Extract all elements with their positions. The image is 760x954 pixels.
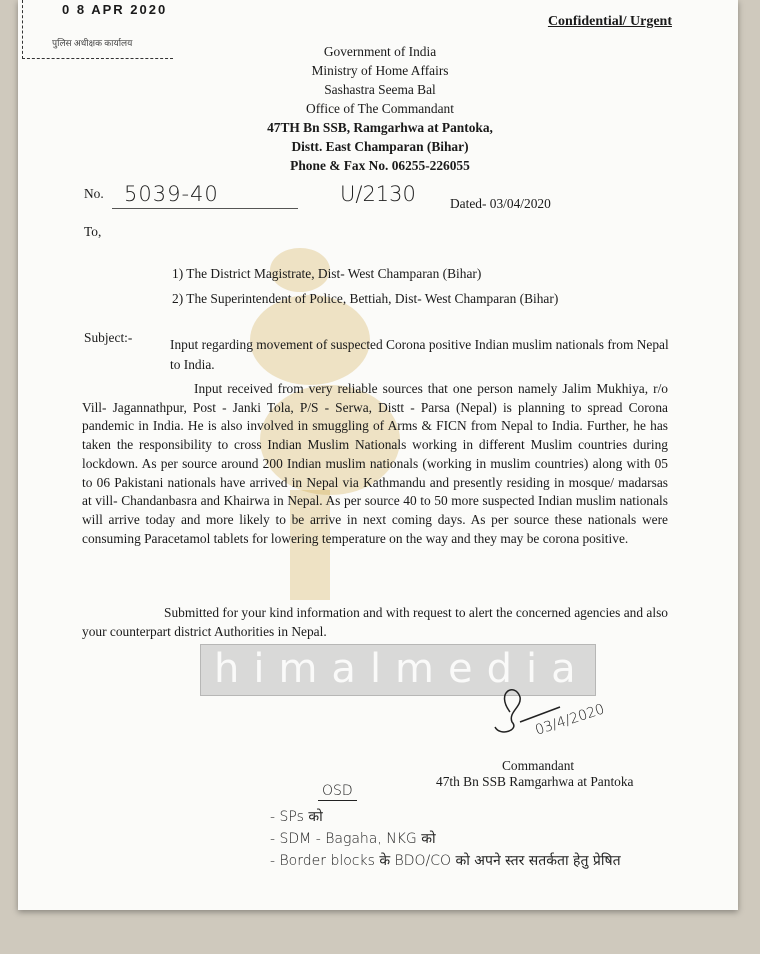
letterhead xyxy=(240,42,520,175)
body-paragraph: Input received from very reliable sources that one person namely Jalim Mukhiya, r/o Vill- Jagannathpur, Post - Janki Tola, P/S - Serwa, Distt - Parsa (Nepal) is planning to spread Corona pandemic in India. He is also involved in smuggling of Arms & FICN from Nepal to India. Further, he has taken the responsibility to cross Indian Muslim Nationals working in different Muslim countries during lockdown. As per source around 200 Indian muslim nationals (working in muslim countries) along with 05 to 06 Pakistani nationals have arrived in Nepal via Kathmandu and presently residing in mosque/ madarsas at vill- Chandanbasra and Khairwa in Nepal. As per source 40 to 50 more suspected Indian muslim nationals will arrive today and more likely to be arrive in next coming days. As per source these nationals were consuming Paracetamol tablets for lowering temperature on the way and they may be corona positive. xyxy=(82,381,668,546)
letterhead-line: Sashastra Seema Bal xyxy=(324,82,436,97)
handwritten-reference: U/2130 xyxy=(340,182,416,206)
letterhead-line: Distt. East Champaran (Bihar) xyxy=(291,139,469,154)
signature xyxy=(490,682,570,742)
note-line: - SDM - Bagaha, NKG को xyxy=(270,831,436,847)
stamp-date: 0 8 APR 2020 xyxy=(62,2,168,17)
reference-no-label: No. xyxy=(84,186,104,201)
to-label: To, xyxy=(84,224,102,239)
signature-date: 03/4/2020 xyxy=(533,701,607,739)
reference-underline xyxy=(112,208,298,209)
note-heading: OSD xyxy=(318,782,357,801)
letterhead-line: Office of The Commandant xyxy=(306,101,454,116)
classification-label: Confidential/ Urgent xyxy=(547,14,672,29)
letter-date: Dated- 03/04/2020 xyxy=(450,196,551,211)
note-line: - SPs को xyxy=(270,809,323,825)
signatory-designation: Commandant xyxy=(502,758,575,773)
letterhead-line: Phone & Fax No. 06255-226055 xyxy=(290,158,470,173)
subject-text: Input regarding movement of suspected Corona positive Indian muslim nationals from Nepal to India. xyxy=(170,337,669,372)
body-paragraph: Submitted for your kind information and with request to alert the concerned agencies and also your counterpart district Authorities in Nepal. xyxy=(82,605,668,639)
watermark-text: himalmedia xyxy=(214,646,590,692)
recipient: 1) The District Magistrate, Dist- West Champaran (Bihar) xyxy=(172,266,482,281)
letterhead-line: 47TH Bn SSB, Ramgarhwa at Pantoka, xyxy=(267,120,493,135)
stamp-label: पुलिस अधीक्षक कार्यालय xyxy=(52,38,133,48)
note-line: - Border blocks के BDO/CO को अपने स्तर सतर्कता हेतु प्रेषित xyxy=(270,853,621,869)
letterhead-line: Government of India xyxy=(323,44,437,59)
reference-number: 5039-40 xyxy=(124,182,219,206)
signatory-unit: 47th Bn SSB Ramgarhwa at Pantoka xyxy=(436,774,634,789)
recipient: 2) The Superintendent of Police, Bettiah, Dist- West Champaran (Bihar) xyxy=(172,291,559,306)
letterhead-line: Ministry of Home Affairs xyxy=(311,63,449,78)
subject-label: Subject:- xyxy=(84,330,133,345)
